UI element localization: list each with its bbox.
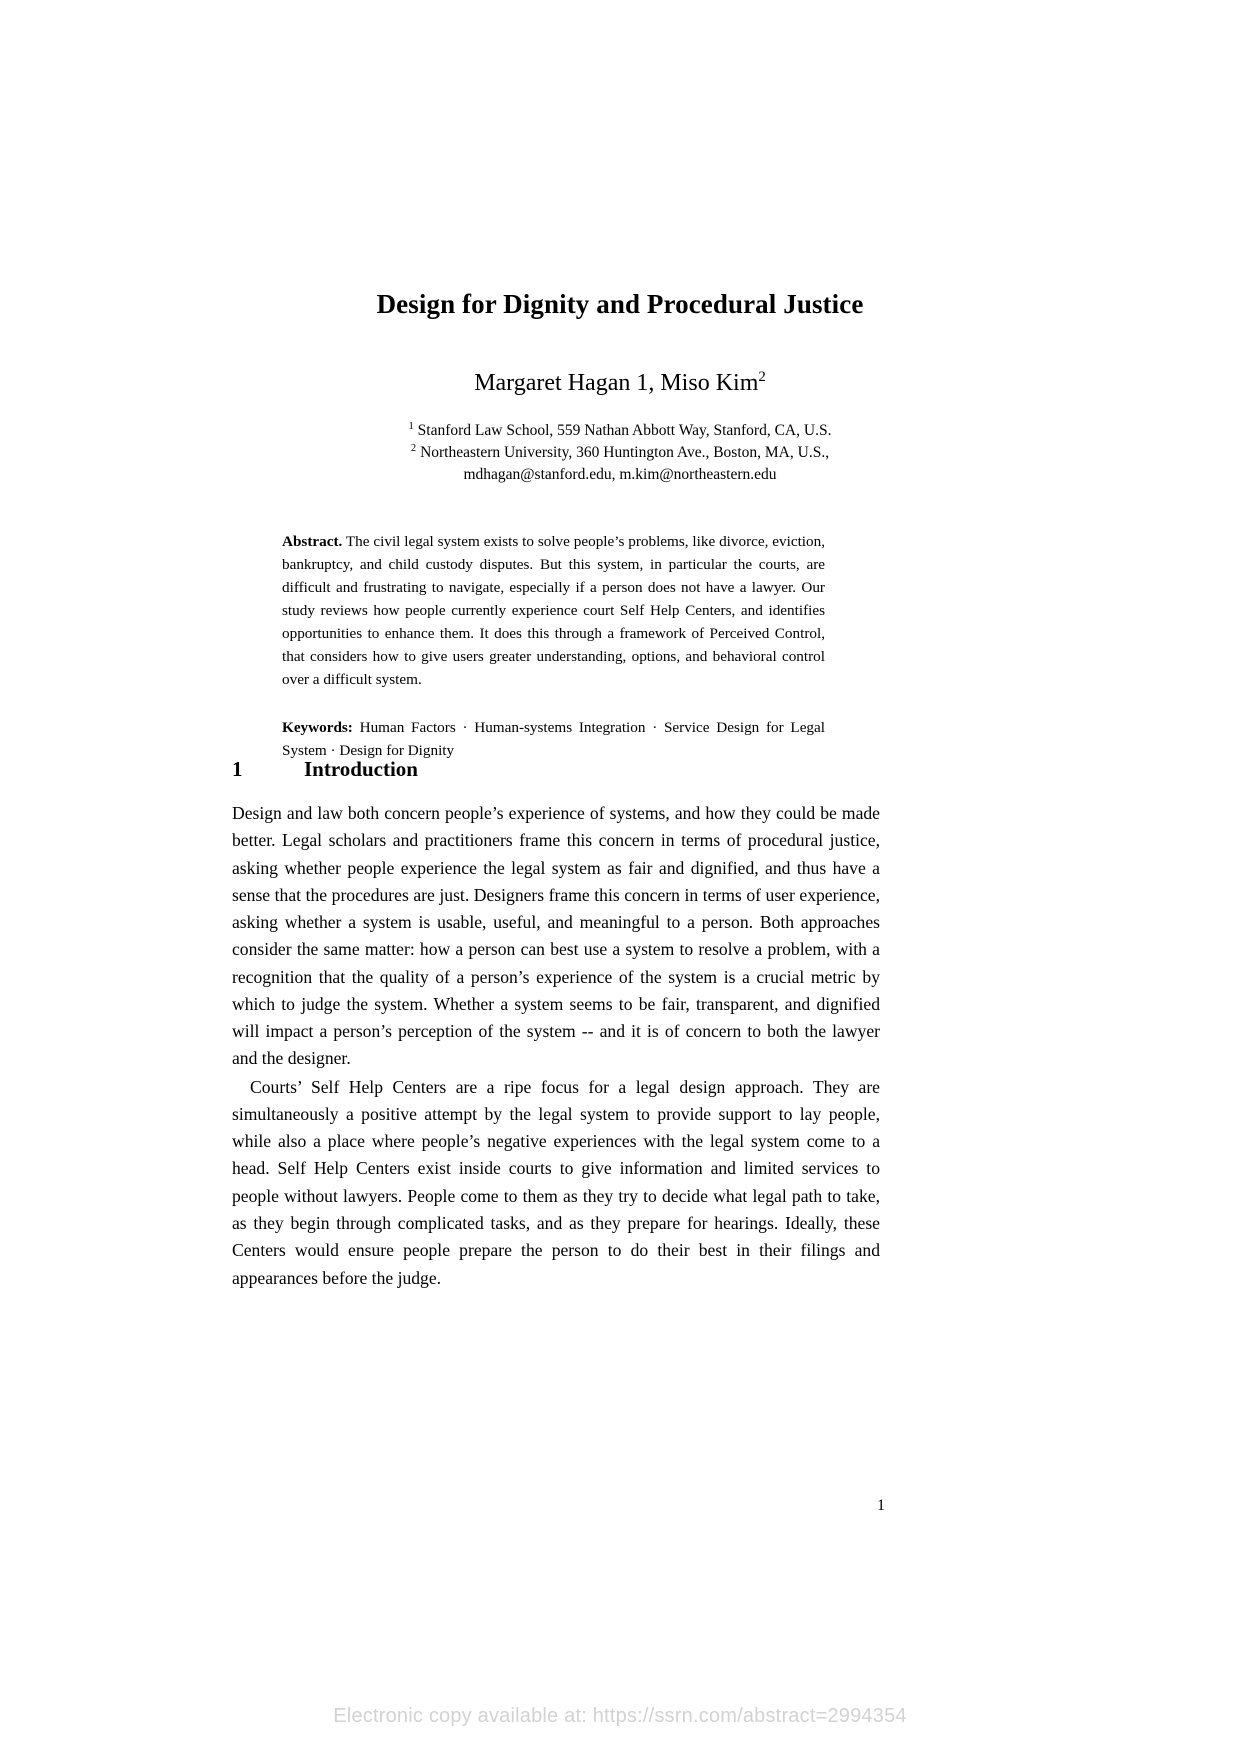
affiliation-text-1: Stanford Law School, 559 Nathan Abbott Way, Stanford, CA, U.S. <box>413 422 832 439</box>
affiliation-line-2 <box>0 442 1240 464</box>
abstract-label: Abstract. <box>282 533 343 550</box>
affiliation-block <box>0 420 1240 486</box>
page-number: 1 <box>877 1497 885 1514</box>
body-content <box>232 800 880 1292</box>
keywords-text: Human Factors · Human-systems Integration · Service Design for Legal System · Design for Dignity <box>282 718 825 759</box>
abstract-paragraph <box>282 531 825 692</box>
ssrn-watermark: Electronic copy available at: https://ssrn.com/abstract=2994354 <box>333 1705 907 1727</box>
keywords-paragraph <box>282 717 825 763</box>
body-paragraph-1: Design and law both concern people’s experience of systems, and how they could be made better. Legal scholars and practitioners frame this concern in terms of procedural justice, asking whether people experience the legal system as fair and dignified, and thus have a sense that the procedures are just. Designers frame this concern in terms of user experience, asking whether a system is usable, useful, and meaningful to a person. Both approaches consider the same matter: how a person can best use a system to resolve a problem, with a recognition that the quality of a person’s experience of the system is a crucial metric by which to judge the system. Whether a system seems to be fair, transparent, and dignified will impact a person’s perception of the system -- and it is of concern to both the lawyer and the designer. <box>232 803 880 1069</box>
title-block <box>0 288 1240 320</box>
affiliation-text-2: Northeastern University, 360 Huntington Ave., Boston, MA, U.S., <box>416 444 830 461</box>
abstract-section <box>282 531 825 763</box>
author-names: Margaret Hagan 1, Miso Kim <box>474 370 759 396</box>
author-line <box>0 368 1240 398</box>
affiliation-marker-1: 1 <box>408 420 414 432</box>
keywords-label: Keywords: <box>282 718 353 736</box>
section-title: Introduction <box>304 757 418 781</box>
section-heading-introduction <box>232 757 892 782</box>
abstract-text: The civil legal system exists to solve people’s problems, like divorce, eviction, bankruptcy, and child custody disputes. But this system, in particular the courts, are difficult and frustrating to navigate, especially if a person does not have a lawyer. Our study reviews how people currently experience court Self Help Centers, and identifies opportunities to enhance them. It does this through a framework of Perceived Control, that considers how to give users greater understanding, options, and behavioral control over a difficult system. <box>282 533 825 688</box>
body-paragraph-2: Courts’ Self Help Centers are a ripe focus for a legal design approach. They are simultaneously a positive attempt by the legal system to provide support to lay people, while also a place where people’s negative experiences with the legal system come to a head. Self Help Centers exist inside courts to give information and limited services to people without lawyers. People come to them as they try to decide what legal path to take, as they begin through complicated tasks, and as they prepare for hearings. Ideally, these Centers would ensure people prepare the person to do their best in their filings and appearances before the judge. <box>232 1076 880 1288</box>
author-emails: mdhagan@stanford.edu, m.kim@northeastern.edu <box>463 466 777 483</box>
page-title: Design for Dignity and Procedural Justice <box>376 289 864 319</box>
section-number: 1 <box>232 757 243 781</box>
affiliation-line-1 <box>0 420 1240 442</box>
affiliation-marker-2: 2 <box>410 442 417 454</box>
author-affiliation-marker: 2 <box>758 369 766 385</box>
